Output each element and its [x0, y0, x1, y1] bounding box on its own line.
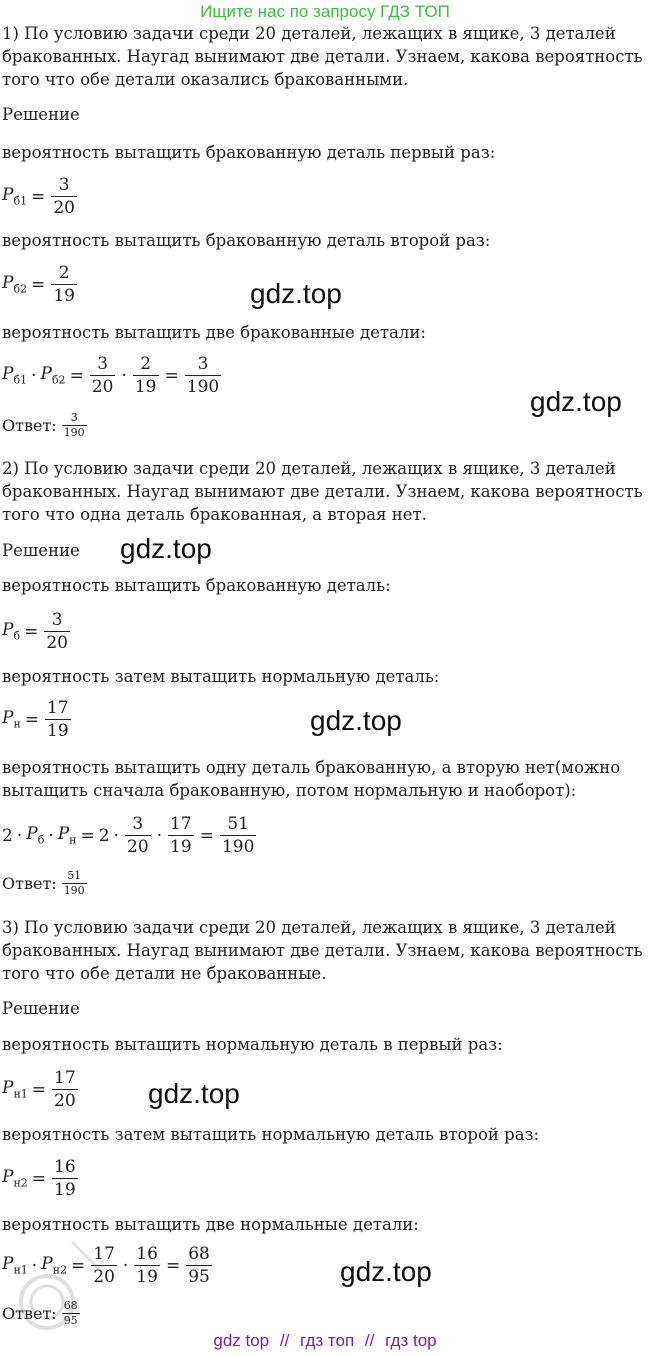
footer-separator: //	[279, 1331, 290, 1350]
problem-3-text: 3) По условию задачи среди 20 деталей, лежащих в ящике, 3 деталей бракованных. Наугад вынимают две детали. Узнаем, какова вероятность того что обе детали не бракованные.	[2, 918, 643, 983]
watermark-3: gdz.top	[120, 533, 212, 564]
solution-label-3: Решение	[2, 999, 80, 1018]
watermark-4: gdz.top	[310, 705, 402, 736]
formula-p-n: $P_н$ = $\frac{17}{19}$	[2, 698, 69, 741]
answer-1: Ответ: $\frac{3}{190}$	[2, 411, 85, 439]
formula-p-n2: $P_{н2}$ = $\frac{16}{19}$	[2, 1157, 76, 1200]
answer-2: Ответ: $\frac{51}{190}$	[2, 869, 85, 897]
footer-link-2[interactable]: гдз топ	[300, 1331, 355, 1350]
footer-separator: //	[364, 1331, 375, 1350]
footer-link-3[interactable]: гдз top	[385, 1331, 437, 1350]
p1-step1-text: вероятность вытащить бракованную деталь первый раз:	[2, 143, 496, 162]
watermark-5: gdz.top	[148, 1078, 240, 1109]
p3-step3-text: вероятность вытащить две нормальные детали:	[2, 1215, 419, 1234]
copyright-stamp-icon	[2, 1232, 112, 1342]
p3-step1-text: вероятность вытащить нормальную деталь в первый раз:	[2, 1035, 503, 1054]
formula-p-b2: $P_{б2}$ = $\frac{2}{19}$	[2, 263, 75, 306]
problem-2-text: 2) По условию задачи среди 20 деталей, лежащих в ящике, 3 деталей бракованных. Наугад вынимают две детали. Узнаем, какова вероятность того что одна деталь бракованная, а вторая нет.	[2, 459, 643, 524]
watermark-1: gdz.top	[250, 278, 342, 309]
header-banner[interactable]: Ищите нас по запросу ГДЗ ТОП	[200, 2, 450, 21]
footer-link-1[interactable]: gdz top	[213, 1331, 270, 1350]
watermark-6: gdz.top	[340, 1256, 432, 1287]
p2-step2-text: вероятность затем вытащить нормальную деталь:	[2, 667, 440, 686]
formula-p1-product: $P_{б1}$ · $P_{б2}$ = $\frac{3}{20}$ · $\frac{2}{19}$ = $\frac{3}{190}$	[2, 354, 220, 397]
formula-p-b: $P_б$ = $\frac{3}{20}$	[2, 610, 68, 653]
watermark-2: gdz.top	[530, 386, 622, 417]
solution-label-2: Решение	[2, 541, 80, 560]
formula-p3-product: $P_{н1}$ · $P_{н2}$ = $\frac{17}{20}$ · $\frac{16}{19}$ = $\frac{68}{95}$	[2, 1244, 210, 1287]
solution-label-1: Решение	[2, 105, 80, 124]
p2-step1-text: вероятность вытащить бракованную деталь:	[2, 576, 391, 595]
formula-p-b1: $P_{б1}$ = $\frac{3}{20}$	[2, 175, 75, 218]
answer-3: Ответ: $\frac{68}{95}$	[2, 1299, 78, 1327]
p1-step3-text: вероятность вытащить две бракованные детали:	[2, 323, 426, 342]
formula-p-n1: $P_{н1}$ = $\frac{17}{20}$	[2, 1068, 76, 1111]
p2-step3-text: вероятность вытащить одну деталь бракованную, а вторую нет(можно вытащить сначала бракованную, потом нормальную и наоборот):	[2, 758, 621, 800]
p1-step2-text: вероятность вытащить бракованную деталь второй раз:	[2, 231, 491, 250]
footer-links	[0, 1331, 650, 1351]
p3-step2-text: вероятность затем вытащить нормальную деталь второй раз:	[2, 1125, 540, 1144]
problem-1-text: 1) По условию задачи среди 20 деталей, лежащих в ящике, 3 деталей бракованных. Наугад вынимают две детали. Узнаем, какова вероятность того что обе детали оказались бракованными.	[2, 24, 643, 89]
formula-p2-product: 2 · $P_б$ · $P_н$ = 2 · $\frac{3}{20}$ · $\frac{17}{19}$ = $\frac{51}{190}$	[2, 814, 255, 857]
